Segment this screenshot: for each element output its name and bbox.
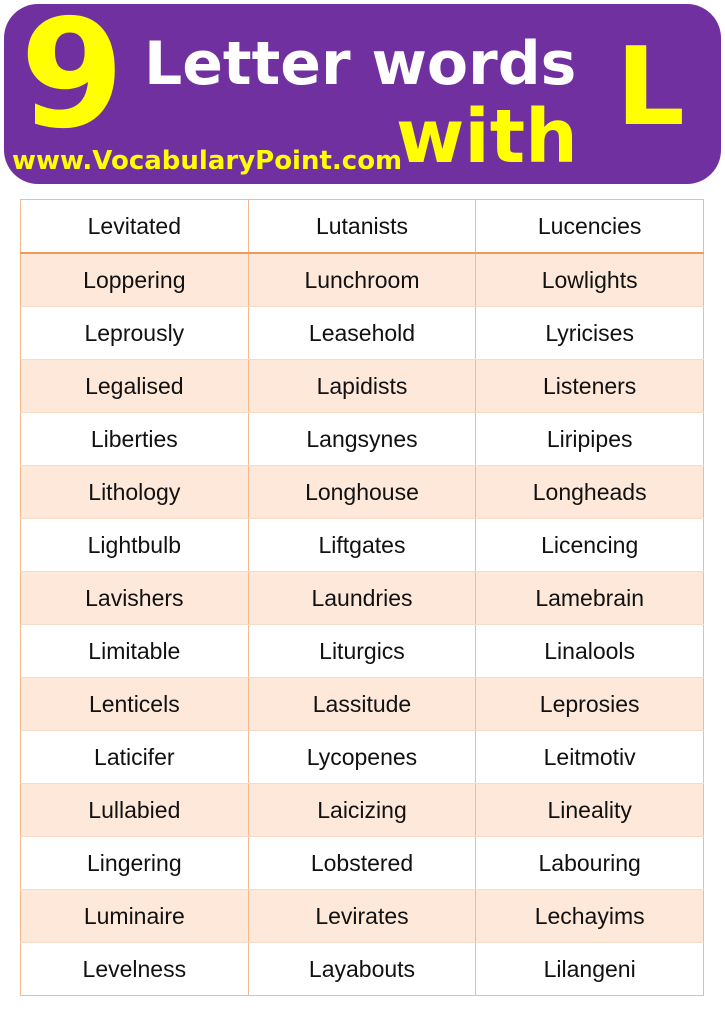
word-cell: Lechayims [476,890,704,943]
word-cell: Longhouse [248,466,476,519]
word-cell: Loppering [21,253,249,307]
word-cell: Longheads [476,466,704,519]
word-cell: Liberties [21,413,249,466]
word-cell: Legalised [21,360,249,413]
header-number: 9 [20,4,125,162]
word-cell: Lineality [476,784,704,837]
word-cell: Lyricises [476,307,704,360]
word-cell: Laundries [248,572,476,625]
word-cell: Leitmotiv [476,731,704,784]
word-cell: Liturgics [248,625,476,678]
word-cell: Levitated [21,200,249,254]
table-row [21,253,704,307]
word-cell: Lavishers [21,572,249,625]
word-cell: Lunchroom [248,253,476,307]
word-cell: Levirates [248,890,476,943]
word-cell: Luminaire [21,890,249,943]
table-row [21,837,704,890]
word-cell: Laticifer [21,731,249,784]
word-cell: Layabouts [248,943,476,996]
table-row [21,625,704,678]
table-row [21,413,704,466]
word-cell: Limitable [21,625,249,678]
word-cell: Leasehold [248,307,476,360]
header-title: Letter words [144,29,577,99]
table-row [21,466,704,519]
word-cell: Lycopenes [248,731,476,784]
word-cell: Lapidists [248,360,476,413]
word-cell: Levelness [21,943,249,996]
word-cell: Lobstered [248,837,476,890]
word-cell: Lenticels [21,678,249,731]
table-row [21,890,704,943]
table-row [21,784,704,837]
word-cell: Leprously [21,307,249,360]
header-title-with: with [396,94,578,180]
word-cell: Lullabied [21,784,249,837]
word-cell: Listeners [476,360,704,413]
word-cell: Langsynes [248,413,476,466]
word-cell: Lightbulb [21,519,249,572]
word-cell: Lutanists [248,200,476,254]
table-row [21,572,704,625]
header-letter: L [616,25,685,150]
word-cell: Lucencies [476,200,704,254]
table-row [21,307,704,360]
table-row [21,943,704,996]
word-cell: Lilangeni [476,943,704,996]
word-cell: Licencing [476,519,704,572]
table-row [21,360,704,413]
table-row [21,678,704,731]
website-url: www.VocabularyPoint.com [12,146,403,176]
word-cell: Labouring [476,837,704,890]
word-table-body [21,200,704,996]
table-row [21,200,704,254]
table-row [21,731,704,784]
word-cell: Linalools [476,625,704,678]
word-table [20,199,704,996]
word-cell: Leprosies [476,678,704,731]
table-row [21,519,704,572]
word-cell: Lingering [21,837,249,890]
word-cell: Lowlights [476,253,704,307]
word-cell: Liripipes [476,413,704,466]
word-cell: Lamebrain [476,572,704,625]
word-cell: Laicizing [248,784,476,837]
word-cell: Lithology [21,466,249,519]
word-cell: Liftgates [248,519,476,572]
header-banner [4,4,721,184]
word-cell: Lassitude [248,678,476,731]
